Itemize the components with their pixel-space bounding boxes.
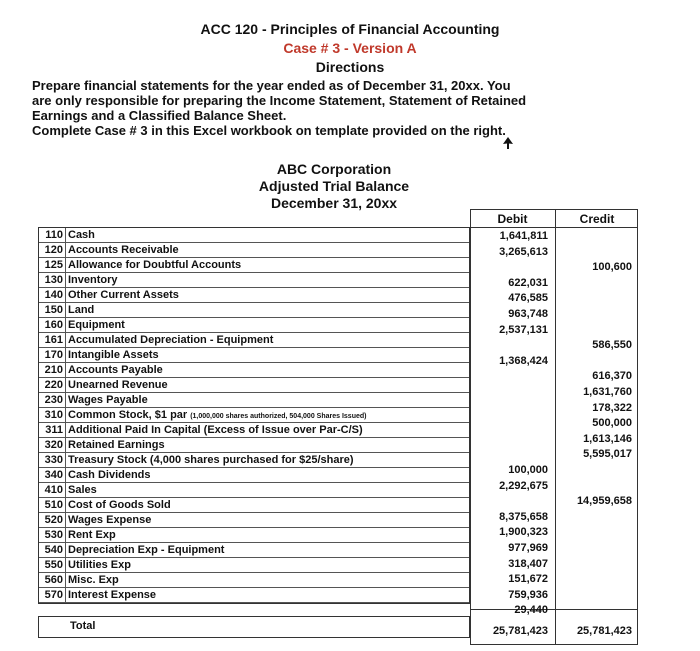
account-number: 230 xyxy=(44,394,63,406)
total-row xyxy=(38,616,470,638)
mouse-pointer-icon xyxy=(503,137,513,149)
case-title: Case # 3 - Version A xyxy=(283,40,417,56)
credit-header: Credit xyxy=(579,212,615,226)
debit-value: 1,900,323 xyxy=(499,526,548,539)
account-name: Common Stock, $1 par xyxy=(68,409,188,421)
debit-value: 476,585 xyxy=(508,292,548,305)
account-name: Interest Expense xyxy=(68,589,157,601)
debit-value: 759,936 xyxy=(508,588,548,601)
debit-value: 1,641,811 xyxy=(499,230,548,242)
account-number: 550 xyxy=(44,559,63,571)
credit-value: 586,550 xyxy=(592,339,632,352)
account-name: Cost of Goods Sold xyxy=(68,499,171,511)
account-row xyxy=(39,318,469,333)
account-number: 560 xyxy=(44,574,63,586)
account-row xyxy=(39,438,469,453)
debit-value: 1,368,424 xyxy=(499,354,548,367)
instructions-complete: Complete Case # 3 in this Excel workbook on template provided on the right. xyxy=(32,123,506,138)
account-name: Cash Dividends xyxy=(68,469,151,481)
account-number: 210 xyxy=(44,364,63,376)
debit-header: Debit xyxy=(497,212,528,226)
account-name: Intangible Assets xyxy=(68,349,159,361)
account-number: 330 xyxy=(44,454,63,466)
instructions-text: Prepare financial statements for the year ended as of December 31, 20xx. You are only responsible for preparing the Income Statement, Statement of Retained Earnings and a Classified Balance Sheet. xyxy=(32,78,527,123)
account-row xyxy=(39,258,469,273)
account-number: 520 xyxy=(44,514,63,526)
account-number: 410 xyxy=(44,484,63,496)
total-credit: 25,781,423 xyxy=(576,625,632,637)
credit-value: 1,613,146 xyxy=(583,432,632,445)
instructions xyxy=(32,78,532,138)
account-name: Allowance for Doubtful Accounts xyxy=(68,259,242,271)
account-row xyxy=(39,423,469,438)
account-row xyxy=(39,498,469,513)
account-number: 110 xyxy=(45,229,63,241)
account-row xyxy=(39,588,469,603)
account-row xyxy=(39,573,469,588)
account-name: Unearned Revenue xyxy=(68,379,168,391)
header-rule xyxy=(470,227,638,228)
directions-title: Directions xyxy=(315,59,385,75)
account-number: 310 xyxy=(44,409,63,421)
debit-value: 151,672 xyxy=(508,573,548,586)
account-note: (1,000,000 shares authorized, 504,000 Shares Issued) xyxy=(190,413,367,420)
account-number: 120 xyxy=(44,244,63,256)
credit-value: 500,000 xyxy=(592,417,632,430)
account-name: Sales xyxy=(68,484,97,496)
total-debit: 25,781,423 xyxy=(492,625,548,637)
report-title: Adjusted Trial Balance xyxy=(258,178,410,194)
debit-value: 622,031 xyxy=(508,276,548,289)
credit-value: 5,595,017 xyxy=(583,448,632,461)
account-row xyxy=(39,483,469,498)
account-number: 170 xyxy=(44,349,63,361)
account-name: Wages Expense xyxy=(68,514,152,526)
debit-value: 100,000 xyxy=(508,464,548,476)
account-row xyxy=(39,513,469,528)
account-row xyxy=(39,468,469,483)
account-number: 311 xyxy=(45,424,63,436)
account-number: 530 xyxy=(44,529,63,541)
account-number: 160 xyxy=(44,319,63,331)
account-name: Retained Earnings xyxy=(68,439,165,451)
debit-value: 963,748 xyxy=(508,308,548,320)
total-label: Total xyxy=(70,620,96,632)
account-row xyxy=(39,288,469,303)
debit-value: 977,969 xyxy=(508,542,548,554)
account-row xyxy=(39,243,469,258)
account-number: 140 xyxy=(44,289,63,301)
account-number: 510 xyxy=(44,499,63,511)
account-row xyxy=(39,333,469,348)
account-name: Accounts Payable xyxy=(68,364,163,376)
account-row xyxy=(39,363,469,378)
account-name: Rent Exp xyxy=(68,529,116,541)
account-name: Equipment xyxy=(68,319,125,331)
account-number: 220 xyxy=(44,379,63,391)
account-name: Treasury Stock (4,000 shares purchased for $25/share) xyxy=(68,454,354,466)
course-title: ACC 120 - Principles of Financial Accounting xyxy=(200,21,500,37)
credit-value: 100,600 xyxy=(592,261,632,274)
credit-value: 14,959,658 xyxy=(576,495,632,508)
account-name: Cash xyxy=(68,229,95,241)
account-row xyxy=(39,543,469,558)
account-row xyxy=(39,528,469,543)
account-name: Additional Paid In Capital (Excess of Issue over Par-C/S) xyxy=(68,424,363,436)
account-number: 125 xyxy=(44,259,63,271)
debit-value: 2,537,131 xyxy=(499,323,548,336)
account-number: 340 xyxy=(44,469,63,481)
debit-value: 3,265,613 xyxy=(499,245,548,258)
account-name: Land xyxy=(68,304,95,316)
account-number: 320 xyxy=(44,439,63,451)
company-name: ABC Corporation xyxy=(276,161,392,177)
account-name: Depreciation Exp - Equipment xyxy=(68,544,225,556)
credit-value: 616,370 xyxy=(592,370,632,383)
account-name: Accumulated Depreciation - Equipment xyxy=(68,334,274,346)
account-name: Wages Payable xyxy=(68,394,148,406)
account-row xyxy=(39,273,469,288)
account-name: Misc. Exp xyxy=(68,574,119,586)
account-row xyxy=(39,453,469,468)
account-row xyxy=(39,348,469,363)
account-name: Other Current Assets xyxy=(68,289,179,301)
account-row xyxy=(39,378,469,393)
account-name: Utilities Exp xyxy=(68,559,131,571)
credit-value: 1,631,760 xyxy=(583,386,632,398)
account-row xyxy=(39,228,469,243)
account-number: 570 xyxy=(44,589,63,601)
account-row xyxy=(39,408,469,423)
account-name: Accounts Receivable xyxy=(68,244,179,256)
debit-value: 318,407 xyxy=(508,557,548,570)
account-number: 161 xyxy=(44,334,63,346)
debit-value: 29,440 xyxy=(514,604,548,617)
report-date: December 31, 20xx xyxy=(270,195,398,211)
account-number: 150 xyxy=(44,304,63,316)
debit-value: 8,375,658 xyxy=(499,510,548,523)
account-row xyxy=(39,303,469,318)
debit-value: 2,292,675 xyxy=(499,479,548,492)
credit-value: 178,322 xyxy=(592,401,632,414)
account-row xyxy=(39,558,469,573)
accounts-table xyxy=(38,227,470,604)
account-number: 540 xyxy=(44,544,63,556)
account-number: 130 xyxy=(44,274,63,286)
account-name: Inventory xyxy=(68,274,118,286)
account-row xyxy=(39,393,469,408)
